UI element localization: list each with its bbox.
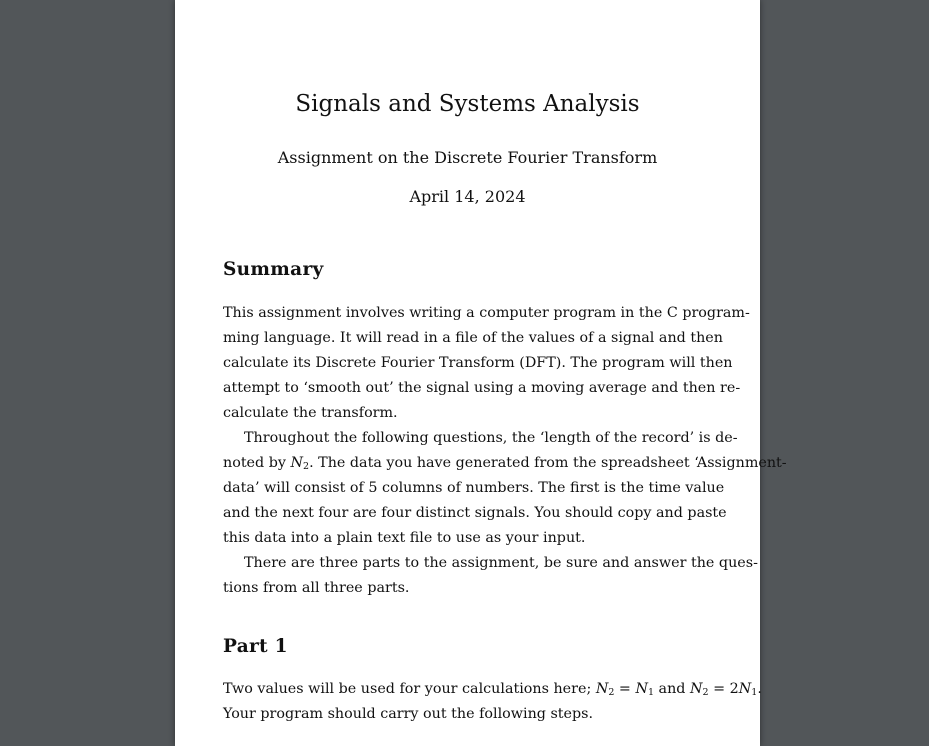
document-page: [175, 0, 787, 746]
math-var-n: N: [635, 681, 648, 697]
part1-line-1-text: Two values will be used for your calculations here;: [223, 681, 596, 697]
summary-line-9: and the next four are four distinct signals. You should copy and paste: [223, 505, 727, 521]
math-var-n: N: [290, 455, 304, 471]
part1-line-1: [223, 677, 762, 702]
summary-line-8: data’ will consist of 5 columns of numbers. The first is the time value: [223, 480, 725, 496]
summary-line-2: ming language. It will read in a file of the values of a signal and then: [223, 330, 723, 346]
summary-line-1: This assignment involves writing a computer program in the C program-: [223, 305, 750, 321]
summary-line-7: [223, 451, 787, 476]
math-subscript: 2: [608, 687, 615, 698]
part1-line-2: Your program should carry out the following steps.: [223, 706, 594, 722]
math-period: .: [757, 681, 762, 697]
summary-line-10: this data into a plain text file to use as your input.: [223, 530, 586, 546]
math-equals: =: [614, 681, 636, 697]
math-subscript: 1: [751, 687, 758, 698]
summary-line-11: There are three parts to the assignment, be sure and answer the ques-: [244, 555, 758, 571]
summary-line-5: calculate the transform.: [223, 405, 398, 421]
math-var-n: N: [595, 681, 609, 697]
summary-line-6: Throughout the following questions, the ‘length of the record’ is de-: [244, 430, 738, 446]
math-subscript: 2: [702, 687, 709, 698]
math-equals: =: [708, 681, 730, 697]
math-var-n: N: [690, 681, 703, 697]
document-subtitle: Assignment on the Discrete Fourier Transform: [277, 148, 658, 167]
document-title: Signals and Systems Analysis: [295, 91, 640, 117]
math-subscript: 1: [647, 687, 655, 698]
math-subscript: 2: [303, 461, 310, 472]
math-coefficient: 2: [729, 681, 739, 697]
summary-line-3: calculate its Discrete Fourier Transform (DFT). The program will then: [223, 355, 733, 371]
math-var-n: N: [738, 681, 752, 697]
part1-line-1-and: and: [654, 681, 690, 697]
part1-heading: Part 1: [223, 636, 288, 657]
document-date: April 14, 2024: [409, 187, 526, 206]
summary-line-7-before: noted by: [223, 455, 291, 471]
summary-line-4: attempt to ‘smooth out’ the signal using a moving average and then re-: [223, 380, 741, 396]
summary-line-12: tions from all three parts.: [223, 580, 410, 596]
summary-heading: Summary: [223, 259, 324, 280]
summary-line-7-after: . The data you have generated from the spreadsheet ‘Assignment-: [309, 455, 787, 471]
